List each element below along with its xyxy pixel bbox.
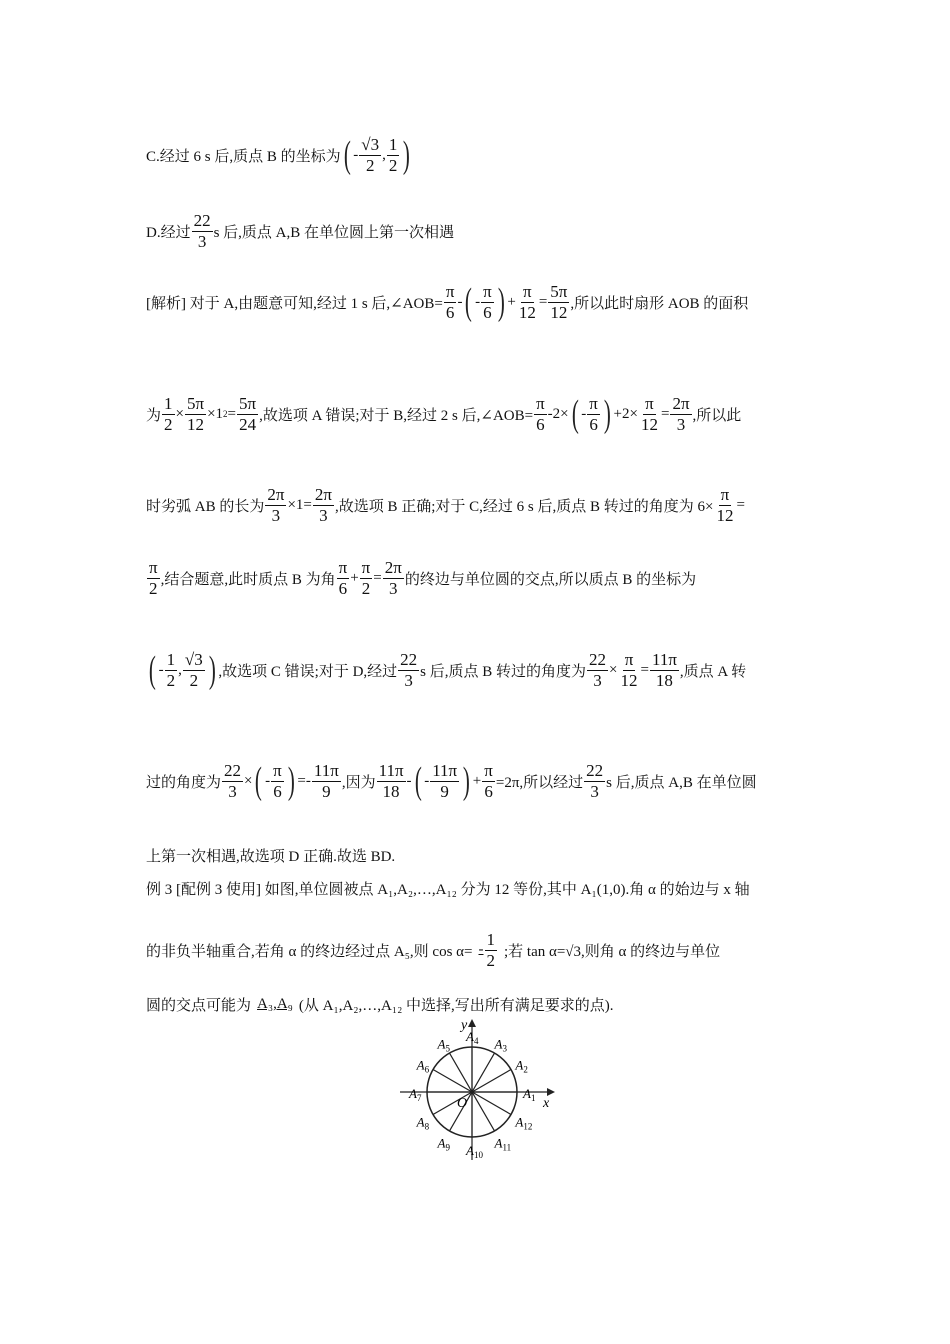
analysis-line-4: π 2 ,结合题意,此时质点 B 为角 π 6 + π 2 = 2π 3 的终边与单位圆的交点,所以质点 B 的坐标为 — [149, 558, 697, 598]
y-axis-label: y — [461, 1018, 468, 1033]
option-d-line — [146, 211, 454, 251]
analysis-line-2: 为 1 2 × 5π 12 ×1 2 = 5π 24 ,故选项 A 错误;对于 B,经过 2 s 后,∠AOB= $\frac{\pi}{6}$ -2× ( - π 6 ) +2× π 12 = 2π 3 ,所以此 — [146, 393, 742, 436]
analysis-6a: 过的角度为 — [146, 774, 222, 791]
fraction-22-3: 22 3 — [193, 211, 211, 251]
option-c-text: C.经过 6 s 后,质点 B 的坐标为 — [146, 148, 341, 165]
point-label-a12: $A_{12}$ — [515, 1114, 533, 1132]
example-3-line-2: 的非负半轴重合,若角 α 的终边经过点 A₅,则 cos α= - $\frac{1}{2}$ ;若 tan α=√3,则角 α 的终边与单位 — [146, 930, 721, 970]
analysis-2a: 为 — [146, 407, 162, 424]
y-axis-arrow-icon — [468, 1019, 476, 1027]
analysis-5b: s 后,质点 B 转过的角度为 — [420, 663, 587, 680]
point-label-a9: $A_9$ — [437, 1135, 450, 1153]
point-label-a3: $A_3$ — [494, 1036, 507, 1054]
point-label-a11: $A_{11}$ — [494, 1135, 512, 1153]
analysis-line-1: [解析] 对于 A,由题意可知,经过 1 s 后,∠AOB= $\frac{\pi}{6}$ - ( - π 6 ) + π 12 = 5π 12 ,所以此时扇形 AOB 的面积 — [146, 281, 749, 324]
point-label-a8: $A_8$ — [416, 1114, 430, 1132]
analysis-5a: ,故选项 C 错误;对于 D,经过 — [218, 663, 398, 680]
point-label-a4: $A_4$ — [466, 1029, 479, 1046]
unit-circle-diagram — [395, 1015, 565, 1165]
example-3-line — [146, 878, 750, 899]
point-label-a2: $A_2$ — [515, 1057, 528, 1075]
analysis-5c: ,质点 A 转 — [679, 663, 747, 680]
analysis-line-5: ( - 1 2 , √3 2 ) ,故选项 C 错误;对于 D,经过 22 3 s 后,质点 B 转过的角度为 22 3 × π 12 = 11π 18 ,质点 A 转 — [148, 649, 747, 692]
analysis-6c: =2π,所以经过 — [495, 774, 584, 791]
analysis-line-3: 时劣弧 AB 的长为 2π 3 ×1= 2π 3 ,故选项 B 正确;对于 C,经过 6 s 后,质点 B 转过的角度为 6× $\frac{\pi}{12}$ = — [146, 485, 745, 525]
x-axis-label: x — [543, 1096, 550, 1111]
analysis-7: 上第一次相遇,故选项 D 正确.故选 BD. — [146, 849, 396, 865]
analysis-1a: [解析] 对于 A,由题意可知,经过 1 s 后,∠AOB= — [146, 295, 443, 312]
point-label-a1: $A_1$ — [523, 1086, 536, 1103]
example-3-2b: ;若 tan α=√3,则角 α 的终边与单位 — [504, 943, 721, 960]
analysis-2c: ,所以此 — [692, 407, 742, 424]
example-3-line-3 — [146, 994, 614, 1015]
x-axis-arrow-icon — [547, 1088, 555, 1096]
analysis-3b: ,故选项 B 正确;对于 C,经过 6 s 后,质点 B 转过的角度为 6× — [334, 498, 714, 515]
analysis-line-7 — [146, 845, 395, 866]
example-3-text: 例 3 [配例 3 使用] 如图,单位圆被点 A₁,A₂,…,A₁₂ 分为 12 等份,其中 A₁(1,0).角 α 的始边与 x 轴 — [146, 882, 750, 898]
analysis-2b: ,故选项 A 错误;对于 B,经过 2 s 后,∠AOB= — [259, 407, 534, 424]
point-label-a7: $A_7$ — [409, 1086, 422, 1103]
coordinate-c: ( - √3 2 , 1 2 ) — [343, 134, 411, 177]
option-c-line — [146, 135, 413, 175]
analysis-6d: s 后,质点 A,B 在单位圆 — [606, 774, 757, 791]
point-label-a5: $A_5$ — [437, 1036, 450, 1054]
analysis-4b: 的终边与单位圆的交点,所以质点 B 的坐标为 — [404, 571, 697, 588]
analysis-1b: ,所以此时扇形 AOB 的面积 — [570, 295, 749, 312]
option-d-pre: D.经过 — [146, 224, 191, 241]
example-3-2a: 的非负半轴重合,若角 α 的终边经过点 A₅,则 cos α= — [146, 943, 473, 960]
point-label-a6: $A_6$ — [416, 1057, 430, 1075]
example-3-3a: 圆的交点可能为 — [146, 998, 252, 1014]
analysis-line-6: 过的角度为 22 3 × ( - π 6 ) =- 11π 9 ,因为 11π 18 - ( - 11π 9 ) + $\frac{\pi}{6}$ =2π,所以经过 22 3 s 后,质点 A,B 在单位圆 — [146, 760, 757, 803]
analysis-4a: ,结合题意,此时质点 B 为角 — [160, 571, 336, 588]
analysis-3a: 时劣弧 AB 的长为 — [146, 498, 265, 515]
origin-label: O — [457, 1096, 468, 1111]
analysis-6b: ,因为 — [341, 774, 376, 791]
option-d-post: s 后,质点 A,B 在单位圆上第一次相遇 — [213, 224, 455, 241]
example-3-3b: (从 A₁,A₂,…,A₁₂ 中选择,写出所有满足要求的点). — [298, 998, 614, 1014]
point-label-a10: $A_{10}$ — [466, 1143, 483, 1160]
answer-blank: A₃,A₉ — [257, 996, 293, 1012]
